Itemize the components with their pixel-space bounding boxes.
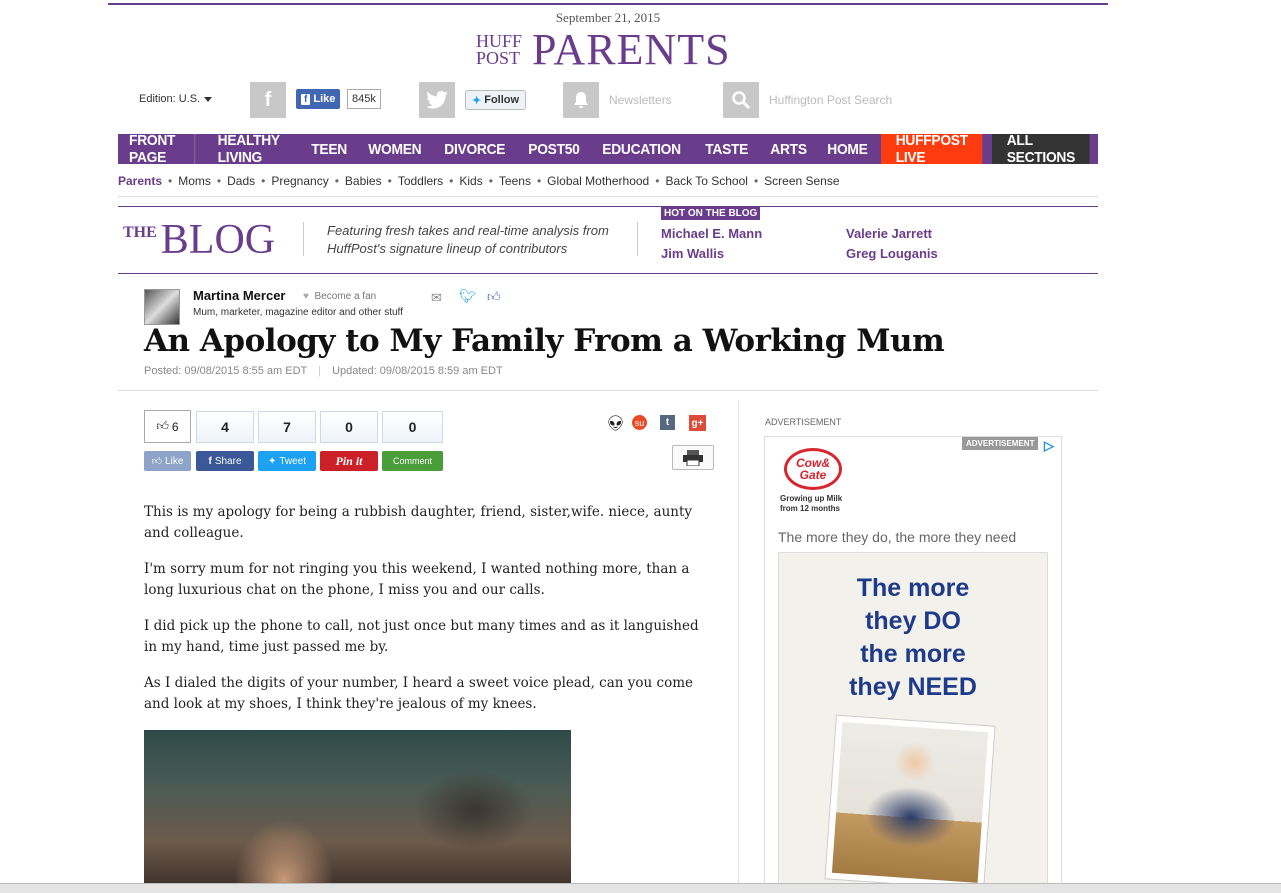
cow-gate-logo	[784, 448, 842, 490]
author-name[interactable]: Martina Mercer	[193, 288, 286, 303]
like-button[interactable]	[144, 451, 191, 471]
nav-huffpost-live[interactable]: HUFFPOST LIVE	[881, 134, 983, 164]
article-paragraph: I'm sorry mum for not ringing you this weekend, I wanted nothing more, than a long luxurious chat on the phone, I miss you and our calls.	[144, 561, 690, 598]
twitter-icon[interactable]: 🐦︎	[459, 288, 477, 304]
become-fan-link[interactable]	[303, 291, 376, 302]
like-count: 6	[171, 419, 179, 434]
blog-logo-the: THE	[123, 224, 157, 241]
subnav-separator: •	[168, 174, 173, 188]
subnav-separator: •	[753, 174, 759, 188]
bell-glyph	[571, 90, 591, 110]
timestamp-separator: |	[318, 365, 321, 377]
ad-baby-photo	[832, 722, 988, 883]
subnav-toddlers[interactable]: Toddlers	[397, 174, 444, 188]
share-count: 4	[196, 411, 254, 443]
twitter-follow-button[interactable]	[465, 90, 526, 110]
comment-count: 0	[382, 411, 443, 443]
bell-icon[interactable]	[563, 82, 599, 118]
nav-front-page[interactable]: FRONT PAGE	[118, 134, 196, 164]
nav-divorce[interactable]: DIVORCE	[444, 140, 506, 158]
nav-taste[interactable]: TASTE	[705, 140, 749, 158]
the-blog-logo[interactable]	[123, 217, 276, 263]
comment-button[interactable]: Comment	[382, 451, 443, 471]
become-fan-label: Become a fan	[314, 291, 377, 302]
brand-subtitle-line2: from 12 months	[780, 504, 841, 513]
browser-status-bar	[0, 883, 1281, 893]
printer-icon	[682, 450, 704, 466]
logo-section-name: PARENTS	[532, 25, 731, 74]
google-plus-icon[interactable]: g+	[689, 415, 706, 431]
divider	[118, 196, 1098, 197]
nav-women[interactable]: WOMEN	[368, 140, 422, 158]
article-paragraph: I did pick up the phone to call, not just once but many times and as it languished in my hand, time just passed me by.	[144, 618, 699, 655]
twitter-bird-glyph	[426, 91, 448, 109]
nav-home[interactable]: HOME	[827, 140, 869, 158]
ad-big-text: they DO	[865, 607, 961, 635]
facebook-icon: f	[208, 455, 212, 467]
twitter-small-icon: ✦	[472, 94, 482, 107]
author-bio: Mum, marketer, magazine editor and other stuff	[193, 307, 403, 318]
updated-time: Updated: 09/08/2015 8:59 am EDT	[332, 365, 503, 377]
article-paragraph: This is my apology for being a rubbish daughter, friend, sister,wife. niece, aunty and colleague.	[144, 504, 693, 541]
tweet-button[interactable]	[258, 451, 316, 471]
pin-count: 0	[320, 411, 378, 443]
adchoices-icon[interactable]: ▷	[1044, 438, 1054, 453]
blog-logo-blog: BLOG	[160, 217, 276, 263]
divider	[118, 390, 1098, 391]
ad-tag: ADVERTISEMENT	[962, 437, 1038, 450]
share-label: Share	[214, 455, 242, 467]
subnav-teens[interactable]: Teens	[498, 174, 531, 188]
brand-name-line2: Gate	[799, 468, 827, 482]
reddit-icon[interactable]: 👽︎	[606, 415, 626, 432]
subnav-pregnancy[interactable]: Pregnancy	[271, 174, 329, 188]
subnav-separator: •	[655, 174, 660, 188]
facebook-like-count: 845k	[347, 89, 381, 109]
article-photo	[144, 730, 571, 890]
hot-blogger-link[interactable]: Jim Wallis	[661, 246, 725, 261]
blog-tagline: Featuring fresh takes and real-time analysis from HuffPost's signature lineup of contributors	[327, 223, 609, 256]
tweet-count: 7	[258, 411, 316, 443]
subnav-separator: •	[216, 174, 222, 188]
facebook-icon[interactable]: f	[250, 82, 286, 118]
post-timestamps	[144, 365, 503, 377]
hot-on-blog-label: HOT ON THE BLOG	[661, 207, 760, 220]
print-button[interactable]	[672, 445, 714, 470]
newsletters-link[interactable]: Newsletters	[609, 93, 672, 107]
subnav-separator: •	[387, 174, 392, 188]
article-title: An Apology to My Family From a Working Mum	[144, 323, 945, 359]
brand-name-line1: Cow&	[796, 456, 830, 470]
subnav-dads[interactable]: Dads	[227, 174, 256, 188]
subnav-back-to-school[interactable]: Back To School	[665, 174, 748, 188]
facebook-like-label: Like	[313, 93, 336, 105]
facebook-like-button[interactable]	[296, 89, 340, 109]
divider	[303, 222, 304, 256]
ad-big-text: they NEED	[849, 673, 977, 701]
heart-icon: ♥	[303, 291, 309, 302]
main-nav-bar	[118, 134, 1098, 164]
ad-big-text: The more	[856, 574, 970, 602]
like-label: Like	[165, 455, 184, 467]
like-count-box	[144, 410, 191, 443]
subnav-separator: •	[449, 174, 454, 188]
edition-selector[interactable]: Edition: U.S.	[139, 93, 212, 105]
facebook-share-button[interactable]	[196, 451, 254, 471]
blog-top-rule	[118, 206, 1098, 207]
subnav-moms[interactable]: Moms	[178, 174, 211, 188]
twitter-icon[interactable]	[419, 82, 455, 118]
nav-arts[interactable]: ARTS	[770, 140, 807, 158]
ad-headline: The more they do, the more they need	[778, 529, 1017, 545]
subnav-screen-sense[interactable]: Screen Sense	[764, 174, 840, 188]
nav-healthy-living[interactable]: HEALTHY LIVING	[217, 132, 280, 166]
ad-big-text: the more	[860, 640, 966, 668]
ad-photo-frame	[824, 715, 995, 891]
logo-huff-text: HUFF	[476, 31, 523, 51]
magnifier-glyph	[731, 90, 751, 110]
subnav-separator: •	[261, 174, 266, 188]
search-icon[interactable]	[723, 82, 759, 118]
email-icon[interactable]: ✉	[431, 290, 442, 305]
huffpost-parents-logo[interactable]	[476, 25, 731, 74]
tweet-label: Tweet	[279, 455, 307, 467]
subnav-separator: •	[334, 174, 339, 188]
nav-post50[interactable]: POST50	[528, 140, 580, 158]
hot-blogger-link[interactable]: Valerie Jarrett	[846, 226, 933, 241]
subnav-separator: •	[536, 174, 542, 188]
thumbs-up-icon[interactable]: 👍︎	[487, 289, 501, 304]
thumbs-up-icon: 👍︎	[151, 456, 163, 467]
subnav-babies[interactable]: Babies	[344, 174, 382, 188]
hot-blogger-link[interactable]: Michael E. Mann	[661, 226, 763, 241]
logo-huffpost	[476, 33, 532, 67]
top-rule	[108, 3, 1108, 5]
search-input[interactable]: Huffington Post Search	[769, 93, 893, 107]
section-subnav	[118, 174, 840, 188]
hot-blogger-link[interactable]: Greg Louganis	[846, 246, 938, 261]
thumbs-up-icon: 👍︎	[156, 419, 169, 433]
tumblr-icon[interactable]: t	[660, 415, 675, 430]
nav-education[interactable]: EDUCATION	[602, 140, 681, 158]
facebook-small-icon: f	[301, 94, 310, 105]
nav-teen[interactable]: TEEN	[311, 140, 348, 158]
brand-subtitle-line1: Growing up Milk	[780, 494, 843, 503]
subnav-parents[interactable]: Parents	[118, 174, 163, 188]
posted-time: Posted: 09/08/2015 8:55 am EDT	[144, 365, 308, 377]
advertisement-label: ADVERTISEMENT	[765, 417, 842, 427]
subnav-kids[interactable]: Kids	[459, 174, 483, 188]
author-avatar[interactable]	[144, 289, 180, 325]
blog-bottom-rule	[118, 273, 1098, 274]
page-date: September 21, 2015	[555, 10, 661, 25]
pinterest-button[interactable]: Pin it	[320, 451, 378, 471]
subnav-separator: •	[488, 174, 493, 188]
twitter-follow-label: Follow	[484, 94, 520, 106]
subnav-global-motherhood[interactable]: Global Motherhood	[547, 174, 650, 188]
brand-subtitle	[780, 494, 842, 514]
article-paragraph: As I dialed the digits of your number, I heard a sweet voice plead, can you come and look at my shoes, I think they're jealous of my knees.	[144, 675, 693, 712]
column-divider	[738, 400, 739, 890]
divider	[637, 222, 638, 256]
logo-post-text: POST	[476, 48, 521, 68]
nav-all-sections[interactable]: ALL SECTIONS	[992, 134, 1090, 164]
stumbleupon-icon[interactable]: su	[632, 415, 647, 430]
twitter-icon: ✦	[267, 455, 277, 467]
